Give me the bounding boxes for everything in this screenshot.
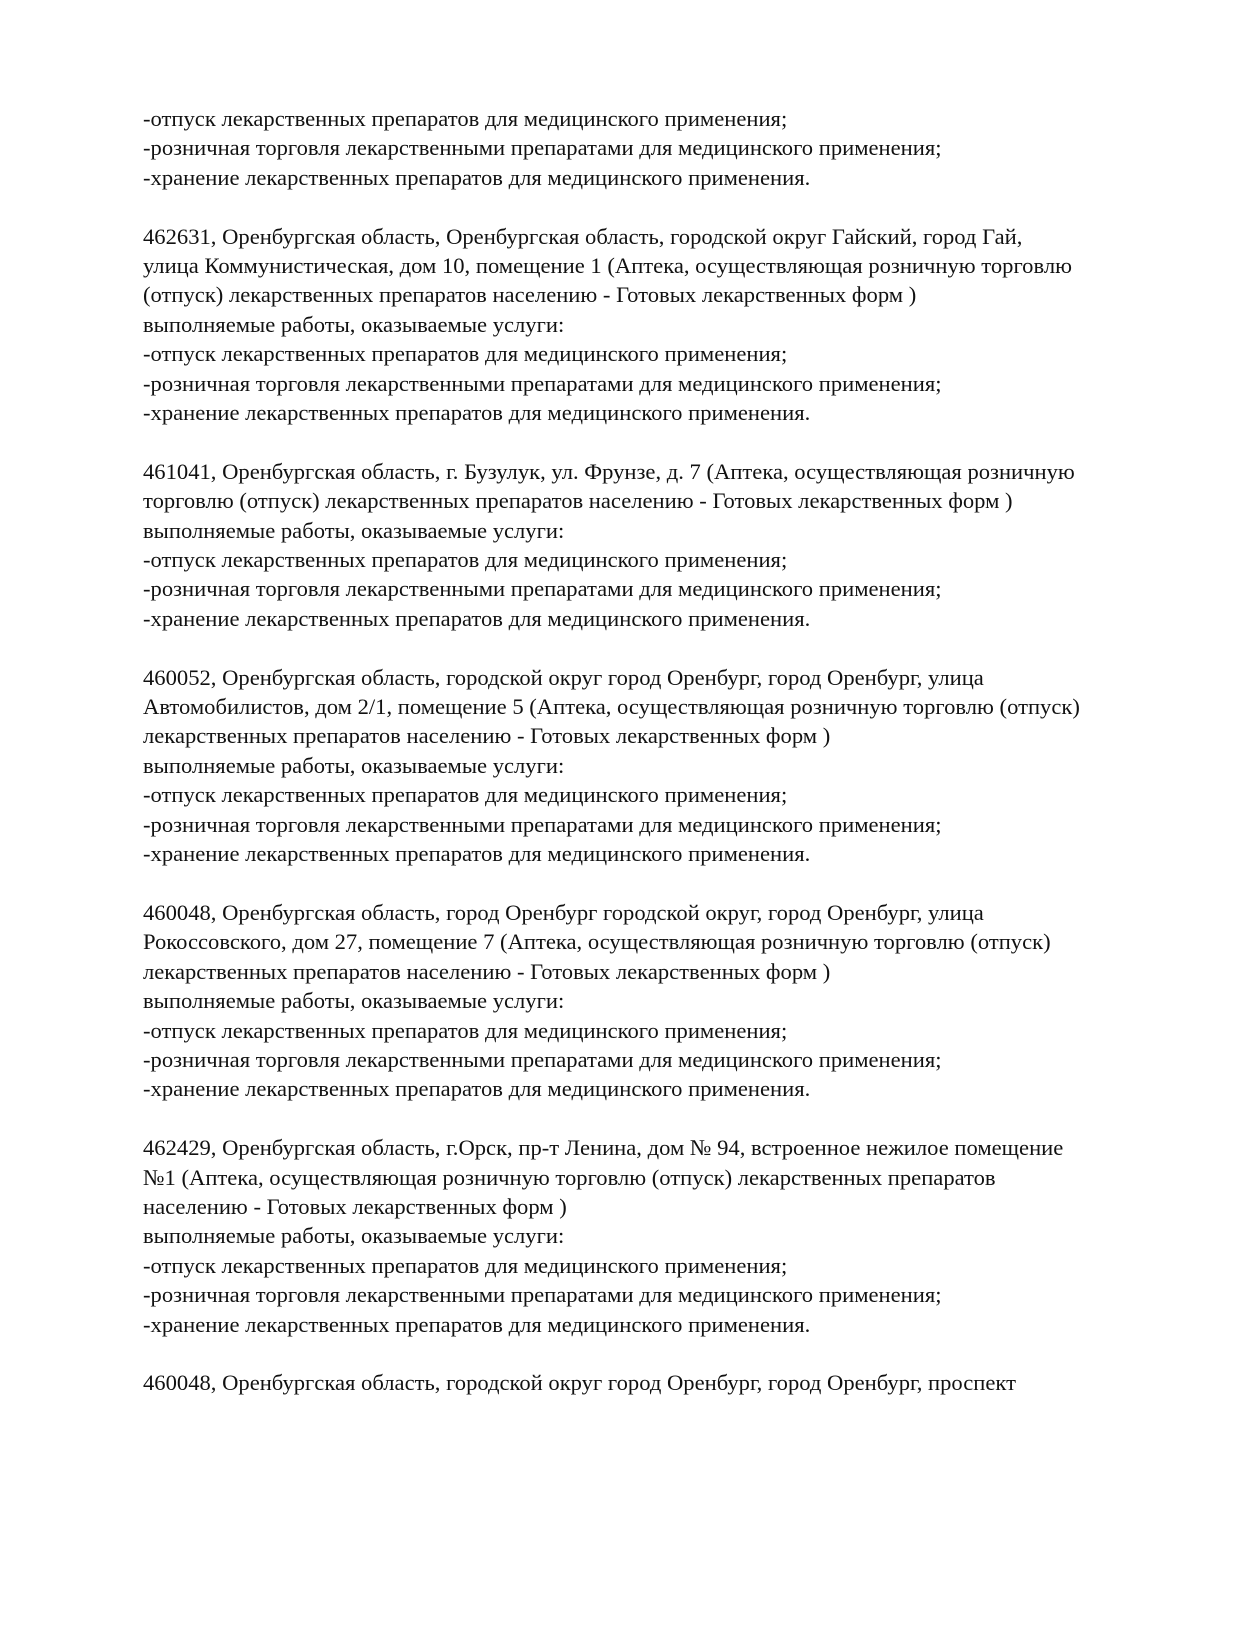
pharmacy-entry-5: [143, 1133, 1163, 1339]
service-line: -отпуск лекарственных препаратов для медицинского применения;: [143, 1252, 788, 1278]
service-line: -отпуск лекарственных препаратов для медицинского применения;: [143, 106, 788, 131]
pharmacy-entry-2: [143, 457, 1163, 633]
document-body: [143, 104, 1163, 1398]
pharmacy-entry-4: [143, 898, 1163, 1104]
address-line: улица Коммунистическая, дом 10, помещение 1 (Аптека, осуществляющая розничную торговлю: [143, 253, 1072, 279]
service-line: -хранение лекарственных препаратов для медицинского применения.: [143, 1311, 811, 1337]
address-line: лекарственных препаратов населению - Готовых лекарственных форм ): [143, 723, 831, 749]
service-line: -хранение лекарственных препаратов для медицинского применения.: [143, 1076, 811, 1102]
service-line: -розничная торговля лекарственными препаратами для медицинского применения;: [143, 576, 942, 602]
address-line: 461041, Оренбургская область, г. Бузулук, ул. Фрунзе, д. 7 (Аптека, осуществляющая розничную: [143, 458, 1075, 484]
works-label: выполняемые работы, оказываемые услуги:: [143, 752, 565, 778]
address-line: Автомобилистов, дом 2/1, помещение 5 (Аптека, осуществляющая розничную торговлю (отпуск): [143, 694, 1080, 720]
address-line: №1 (Аптека, осуществляющая розничную торговлю (отпуск) лекарственных препаратов: [143, 1164, 996, 1190]
address-line: Рокоссовского, дом 27, помещение 7 (Аптека, осуществляющая розничную торговлю (отпуск): [143, 929, 1051, 955]
works-label: выполняемые работы, оказываемые услуги:: [143, 311, 565, 337]
works-label: выполняемые работы, оказываемые услуги:: [143, 517, 565, 543]
address-line: 460048, Оренбургская область, город Оренбург городской округ, город Оренбург, улица: [143, 899, 984, 925]
address-line: (отпуск) лекарственных препаратов населению - Готовых лекарственных форм ): [143, 282, 917, 308]
service-line: -розничная торговля лекарственными препаратами для медицинского применения;: [143, 135, 942, 161]
address-line: торговлю (отпуск) лекарственных препаратов населению - Готовых лекарственных форм ): [143, 488, 1013, 514]
service-line: -розничная торговля лекарственными препаратами для медицинского применения;: [143, 1282, 942, 1308]
service-line: -отпуск лекарственных препаратов для медицинского применения;: [143, 782, 788, 808]
service-line: -хранение лекарственных препаратов для медицинского применения.: [143, 164, 811, 190]
works-label: выполняемые работы, оказываемые услуги:: [143, 988, 565, 1014]
address-line: 460048, Оренбургская область, городской округ город Оренбург, город Оренбург, проспект: [143, 1370, 1016, 1396]
service-line: -хранение лекарственных препаратов для медицинского применения.: [143, 605, 811, 631]
service-line: -отпуск лекарственных препаратов для медицинского применения;: [143, 341, 788, 367]
address-line: населению - Готовых лекарственных форм ): [143, 1193, 567, 1219]
address-line: 460052, Оренбургская область, городской округ город Оренбург, город Оренбург, улица: [143, 664, 984, 690]
address-line: 462631, Оренбургская область, Оренбургская область, городской округ Гайский, город Гай,: [143, 223, 1023, 249]
service-line: -розничная торговля лекарственными препаратами для медицинского применения;: [143, 1046, 942, 1072]
address-line: лекарственных препаратов населению - Готовых лекарственных форм ): [143, 958, 831, 984]
service-line: -отпуск лекарственных препаратов для медицинского применения;: [143, 1017, 788, 1043]
pharmacy-entry-3: [143, 663, 1163, 869]
service-line: -хранение лекарственных препаратов для медицинского применения.: [143, 400, 811, 426]
continued-services-block: [143, 104, 1163, 192]
works-label: выполняемые работы, оказываемые услуги:: [143, 1223, 565, 1249]
service-line: -хранение лекарственных препаратов для медицинского применения.: [143, 841, 811, 867]
service-line: -розничная торговля лекарственными препаратами для медицинского применения;: [143, 811, 942, 837]
service-line: -розничная торговля лекарственными препаратами для медицинского применения;: [143, 370, 942, 396]
address-line: 462429, Оренбургская область, г.Орск, пр-т Ленина, дом № 94, встроенное нежилое помещение: [143, 1135, 1064, 1161]
service-line: -отпуск лекарственных препаратов для медицинского применения;: [143, 547, 788, 573]
pharmacy-entry-6-partial: [143, 1368, 1163, 1397]
pharmacy-entry-1: [143, 222, 1163, 428]
